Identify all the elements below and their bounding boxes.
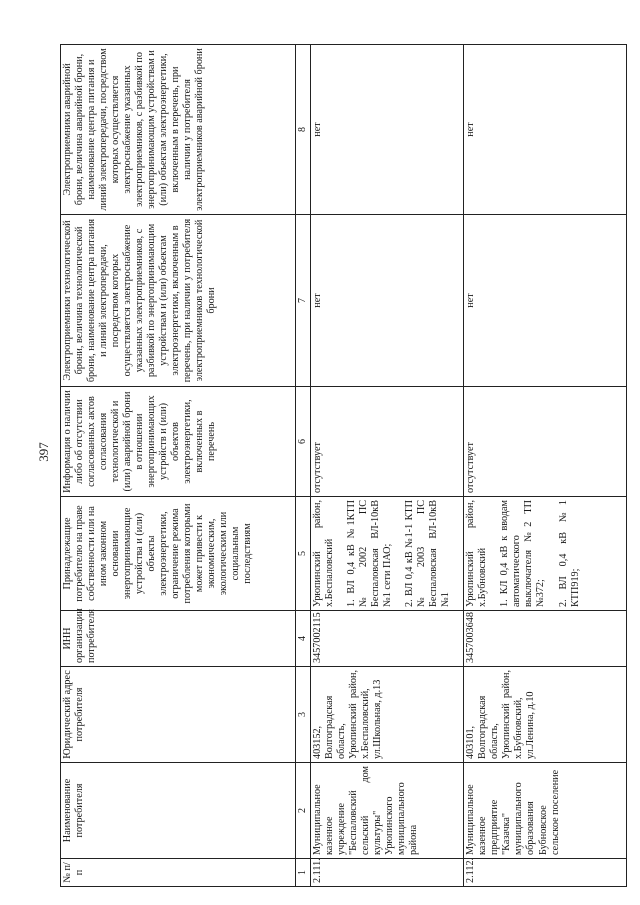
document-sheet	[60, 45, 632, 887]
acts-status: отсутствует	[464, 387, 627, 497]
column-number: 4	[296, 611, 311, 667]
device-line: 2. ВЛ 0,4 кВ №1-1 КТП №2003 ПС Беспаловская ВЛ-10кВ №1	[404, 500, 452, 607]
column-number: 3	[296, 667, 311, 763]
column-number: 2	[296, 763, 311, 859]
acts-status: отсутствует	[311, 387, 464, 497]
header-cell-number: № п/п	[61, 859, 296, 887]
consumer-devices	[311, 497, 464, 611]
column-number: 1	[296, 859, 311, 887]
column-number: 6	[296, 387, 311, 497]
table-row	[311, 45, 464, 887]
header-cell-name: Наименование потребителя	[61, 763, 296, 859]
column-number: 7	[296, 215, 311, 387]
emergency-reserve-value: нет	[464, 45, 627, 215]
tech-reserve-value: нет	[311, 215, 464, 387]
consumer-inn: 3457003648	[464, 611, 627, 667]
consumer-name: Муниципальное казенное учреждение "Беспаловский сельский дом культуры" Урюпинского муниципального района	[311, 763, 464, 859]
header-row	[61, 45, 296, 887]
consumer-inn: 3457002115	[311, 611, 464, 667]
device-line: 1. КЛ 0,4 кВ к вводам автоматического выключателя №2 ТП №372;	[499, 500, 547, 607]
device-line: 1. ВЛ 0,4 кВ №1КТП №2002 ПС Беспаловская ВЛ-10кВ №1 сети ПАО;	[346, 500, 394, 607]
column-number-row	[296, 45, 311, 887]
device-location: Урюпинский район, х.Беспаловский	[312, 500, 336, 607]
consumer-address: 403101, Волгоградская область, Урюпинский район, х.Бубновский, ул.Ленина, д.10	[464, 667, 627, 763]
header-cell-tech-reserve: Электроприемники технологической брони, величина технологической брони, наименование центра питания и линий электропередачи, посредством которых осуществляется электроснабжение указанных электроприемников, с разбивкой по энергопринимающим устройствам и (или) объектам электроэнергетики, включенным в перечень, при наличии у потребителя электроприемников технологической брони	[61, 215, 296, 387]
consumer-name: Муниципальное казенное предприятие "Казачка" муниципального образования Бубновское сельское поселение	[464, 763, 627, 859]
header-cell-address: Юридический адрес потребителя	[61, 667, 296, 763]
header-cell-devices: Принадлежащие потребителю на праве собственности или на ином законном основании энергопринимающие устройства и (или) объекты электроэнергетики, ограничение режима потребления которыми может привести к экономическим, экологическим или социальным последствиям	[61, 497, 296, 611]
column-number: 8	[296, 45, 311, 215]
emergency-reserve-value: нет	[311, 45, 464, 215]
consumer-address: 403152, Волгоградская область, Урюпинский район, х.Беспаловский, ул.Школьная, д.13	[311, 667, 464, 763]
column-number: 5	[296, 497, 311, 611]
page-number: 397	[36, 442, 51, 462]
tech-reserve-value: нет	[464, 215, 627, 387]
consumer-table	[60, 44, 627, 887]
consumer-devices	[464, 497, 627, 611]
header-cell-inn: ИНН организации потребителя	[61, 611, 296, 667]
header-cell-emergency-reserve: Электроприемники аварийной брони, величина аварийной брони, наименование центра питания и линий электропередачи, посредством которых осуществляется электроснабжение указанных электроприемников, с разбивкой по энергопринимающим устройствам и (или) объектам электроэнергетики, включенным в перечень, при наличии у потребителя электроприемников аварийной брони	[61, 45, 296, 215]
row-number: 2.112.	[464, 859, 627, 887]
row-number: 2.111.	[311, 859, 464, 887]
header-cell-acts: Информация о наличии либо об отсутствии согласованных актов согласования технологической и (или) аварийной брони в отношении энергопринимающих устройств и (или) объектов электроэнергетики, включенных в перечень	[61, 387, 296, 497]
device-location: Урюпинский район, х.Бубновский	[465, 500, 489, 607]
table-row	[464, 45, 627, 887]
device-line: 2. ВЛ 0,4 кВ №1 КТП919;	[557, 500, 581, 607]
